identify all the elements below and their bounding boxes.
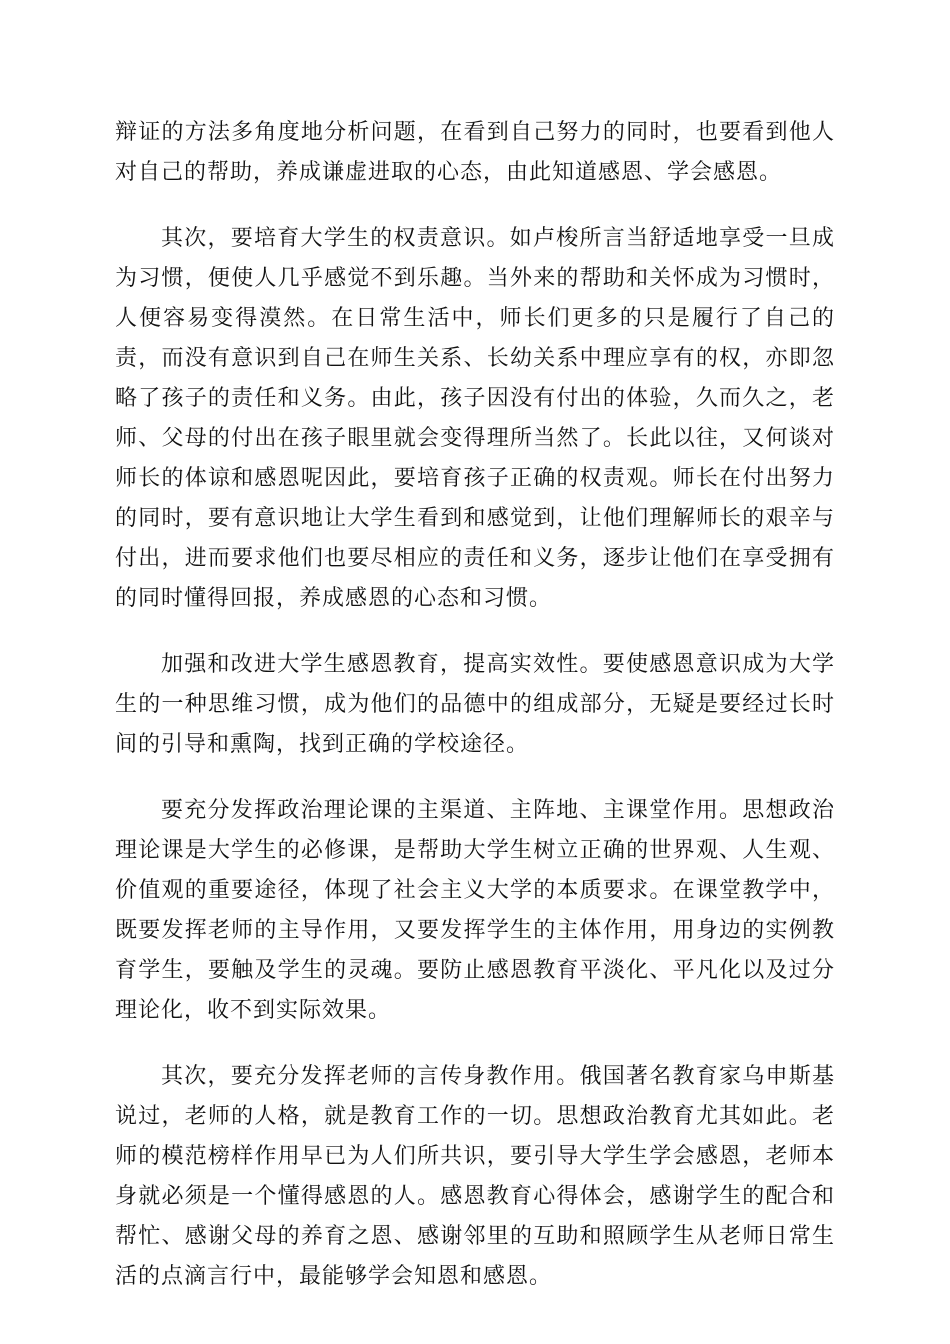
paragraph-political-theory-course: 要充分发挥政治理论课的主渠道、主阵地、主课堂作用。思想政治理论课是大学生的必修课，是帮助大学生树立正确的世界观、人生观、价值观的重要途径，体现了社会主义大学的本质要求。在课堂教学中，既要发挥老师的主导作用，又要发挥学生的主体作用，用身边的实例教育学生，要触及学生的灵魂。要防止感恩教育平淡化、平凡化以及过分理论化，收不到实际效果。 bbox=[115, 798, 835, 1023]
paragraph-rights-responsibilities: 其次，要培育大学生的权责意识。如卢梭所言当舒适地享受一旦成为习惯，便使人几乎感觉不到乐趣。当外来的帮助和关怀成为习惯时，人便容易变得漠然。在日常生活中，师长们更多的只是履行了自己的责，而没有意识到自己在师生关系、长幼关系中理应享有的权，亦即忽略了孩子的责任和义务。由此，孩子因没有付出的体验，久而久之，老师、父母的付出在孩子眼里就会变得理所当然了。长此以往，又何谈对师长的体谅和感恩呢因此，要培育孩子正确的权责观。师长在付出努力的同时，要有意识地让大学生看到和感觉到，让他们理解师长的艰辛与付出，进而要求他们也要尽相应的责任和义务，逐步让他们在享受拥有的同时懂得回报，养成感恩的心态和习惯。 bbox=[115, 226, 835, 611]
document-page bbox=[115, 113, 835, 1323]
paragraph-improve-education: 加强和改进大学生感恩教育，提高实效性。要使感恩意识成为大学生的一种思维习惯，成为他们的品德中的组成部分，无疑是要经过长时间的引导和熏陶，找到正确的学校途径。 bbox=[115, 652, 835, 757]
paragraph-continued: 辩证的方法多角度地分析问题，在看到自己努力的同时，也要看到他人对自己的帮助，养成谦虚进取的心态，由此知道感恩、学会感恩。 bbox=[115, 120, 835, 185]
paragraph-teacher-example: 其次，要充分发挥老师的言传身教作用。俄国著名教育家乌申斯基说过，老师的人格，就是教育工作的一切。思想政治教育尤其如此。老师的模范榜样作用早已为人们所共识，要引导大学生学会感恩，老师本身就必须是一个懂得感恩的人。感恩教育心得体会，感谢学生的配合和帮忙、感谢父母的养育之恩、感谢邻里的互助和照顾学生从老师日常生活的点滴言行中，最能够学会知恩和感恩。 bbox=[115, 1064, 835, 1289]
